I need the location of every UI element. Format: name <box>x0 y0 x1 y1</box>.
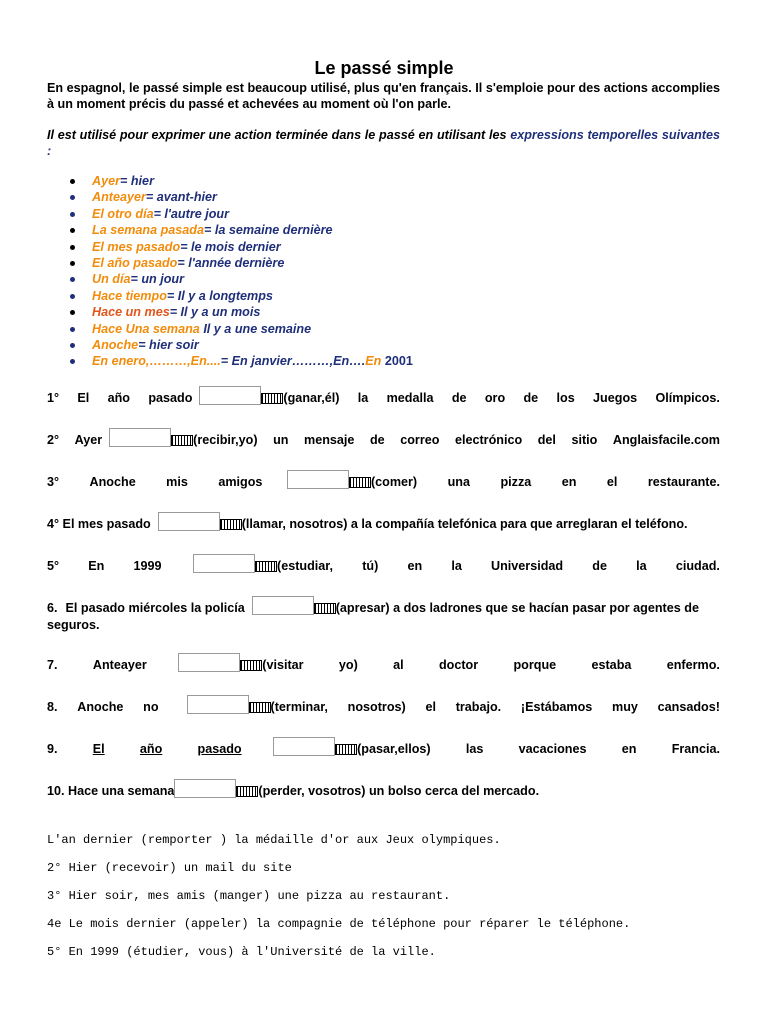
verb-hint: (comer) <box>370 475 418 489</box>
exercise-word: oro <box>484 391 506 405</box>
answer-group <box>133 554 333 575</box>
expression-fr: = En janvier………,En…. <box>220 354 366 369</box>
list-item <box>70 271 413 287</box>
exercise-word: año <box>107 391 130 405</box>
answer-input[interactable] <box>252 596 314 615</box>
exercise-word: en <box>407 559 423 573</box>
bullet-icon <box>70 245 75 250</box>
keyboard-icon[interactable] <box>335 744 357 755</box>
exercise-word: electrónico <box>454 433 523 447</box>
exercise-word: porque <box>513 658 557 672</box>
answer-input[interactable] <box>178 653 240 672</box>
expression-year: 2001 <box>381 354 413 369</box>
exercise-word: 1999 <box>133 559 162 573</box>
verb-hint: (perder, vosotros) un bolso cerca del mercado. <box>258 784 540 798</box>
expression-es: En <box>365 354 382 369</box>
exercise-word: yo) <box>338 658 358 672</box>
exercise-word: de <box>592 559 607 573</box>
exercise-10 <box>47 779 720 800</box>
keyboard-icon[interactable] <box>240 660 262 671</box>
exercise-word: muy <box>612 700 638 714</box>
expression-es: Anteayer <box>92 190 146 205</box>
exercise-word: año <box>139 742 163 756</box>
expression-es: Hace un mes <box>92 305 170 320</box>
answer-input[interactable] <box>158 512 220 531</box>
exercise-number: 9. <box>47 742 58 756</box>
exercise-3 <box>47 470 720 491</box>
exercise-word: 4° El mes pasado <box>47 517 151 531</box>
answer-group <box>75 428 258 449</box>
expression-es: Un día <box>92 272 131 287</box>
exercise-number: 7. <box>47 658 58 672</box>
bullet-icon <box>70 294 75 299</box>
expression-fr: = hier soir <box>138 337 199 352</box>
bullet-icon <box>70 212 75 217</box>
list-item <box>70 337 413 353</box>
bullet-icon <box>70 310 75 315</box>
exercise-word: cansados! <box>657 700 720 714</box>
answer-input[interactable] <box>193 554 255 573</box>
exercise-word: Universidad <box>491 559 564 573</box>
expression-es: Hace Una semana <box>92 321 204 336</box>
exercise-word: El <box>92 742 105 756</box>
french-line: 5° En 1999 (étudier, vous) à l'Université de la ville. <box>47 945 436 959</box>
exercise-4 <box>47 512 720 533</box>
expression-fr: = un jour <box>130 272 185 287</box>
exercise-word: pasado <box>197 742 242 756</box>
expression-fr: = l'année dernière <box>177 255 285 270</box>
page-title: Le passé simple <box>314 58 454 78</box>
exercise-7 <box>47 653 720 674</box>
exercise-word: estaba <box>591 658 632 672</box>
exercise-word: vacaciones <box>518 742 587 756</box>
exercise-word: pizza <box>500 475 532 489</box>
exercise-word: pasado <box>148 391 193 405</box>
exercise-word: no <box>143 700 159 714</box>
french-line: 4e Le mois dernier (appeler) la compagnie de téléphone pour réparer le téléphone. <box>47 917 631 931</box>
bullet-icon <box>70 343 75 348</box>
expression-es: Anoche <box>92 337 139 352</box>
exercise-word: el <box>606 475 618 489</box>
answer-input[interactable] <box>109 428 171 447</box>
exercise-word: las <box>465 742 484 756</box>
exercise-word: restaurante. <box>647 475 720 489</box>
exercise-word: de <box>369 433 385 447</box>
list-item <box>70 239 413 255</box>
expression-fr: = la semaine dernière <box>204 223 333 238</box>
expression-es: El año pasado <box>92 255 178 270</box>
answer-group <box>93 653 304 674</box>
verb-hint: (llamar, nosotros) a la compañía telefónica para que arreglaran el teléfono. <box>241 517 688 531</box>
exercise-word: El pasado miércoles la policía <box>65 601 245 615</box>
verb-hint: (pasar,ellos) <box>357 742 431 756</box>
french-line: 2° Hier (recevoir) un mail du site <box>47 861 292 875</box>
intro-paragraph: En espagnol, le passé simple est beaucoup utilisé, plus qu'en français. Il s'emploie pour des actions accomplies à un moment précis du passé et achevées au moment où l'on parle. <box>47 81 720 111</box>
bullet-icon <box>70 228 75 233</box>
exercise-word: el <box>425 700 436 714</box>
bullet-icon <box>70 195 75 200</box>
exercise-number: 1° <box>47 391 60 405</box>
expressions-list <box>70 173 413 370</box>
exercise-6 <box>47 596 720 634</box>
list-item <box>70 222 413 238</box>
expression-fr: = Il y a un mois <box>169 305 261 320</box>
exercise-2 <box>47 428 720 449</box>
verb-hint: (apresar) a dos ladrones que se hacían pasar por agentes de <box>335 601 699 615</box>
list-item <box>70 189 413 205</box>
list-item <box>70 353 413 369</box>
expression-es: Hace tiempo <box>92 288 167 303</box>
answer-group <box>143 695 328 716</box>
list-item <box>70 304 413 320</box>
exercise-word: nosotros) <box>347 700 406 714</box>
exercise-word: medalla <box>386 391 434 405</box>
exercise-word: enfermo. <box>666 658 720 672</box>
exercise-number: 8. <box>47 700 58 714</box>
bullet-icon <box>70 359 75 364</box>
french-line: L'an dernier (remporter ) la médaille d'or aux Jeux olympiques. <box>47 833 501 847</box>
keyboard-icon[interactable] <box>236 786 258 797</box>
answer-input[interactable] <box>174 779 236 798</box>
keyboard-icon[interactable] <box>349 477 371 488</box>
list-item <box>70 321 413 337</box>
exercise-1 <box>47 386 720 407</box>
usage-text: Il est utilisé pour exprimer une action terminée dans le passé en utilisant les <box>47 128 511 142</box>
exercise-number: 5° <box>47 559 60 573</box>
expression-es: Ayer <box>92 174 121 188</box>
exercise-word: los <box>556 391 575 405</box>
verb-hint: (ganar,él) <box>283 391 340 405</box>
bullet-icon <box>70 327 75 332</box>
exercise-word: sitio <box>571 433 598 447</box>
list-item <box>70 173 413 189</box>
bullet-icon <box>70 179 75 184</box>
exercise-continuation: seguros. <box>47 618 100 632</box>
exercise-word: ¡Estábamos <box>520 700 593 714</box>
expression-es: La semana pasada <box>92 223 205 238</box>
bullet-icon <box>70 261 75 266</box>
answer-group <box>47 779 539 800</box>
verb-hint: (terminar, <box>270 700 328 714</box>
exercise-word: la <box>357 391 369 405</box>
exercise-word: Olímpicos. <box>655 391 720 405</box>
exercise-word: En <box>88 559 105 573</box>
expression-es: En enero,………,En.... <box>92 354 221 369</box>
exercise-word: en <box>561 475 577 489</box>
exercise-word: ciudad. <box>675 559 720 573</box>
keyboard-icon[interactable] <box>249 702 271 713</box>
exercise-word: Anoche <box>77 700 124 714</box>
verb-hint: (recibir,yo) <box>193 433 258 447</box>
exercise-word: tú) <box>362 559 379 573</box>
exercise-word: Anoche <box>89 475 136 489</box>
exercise-word: Ayer <box>74 433 103 447</box>
exercise-word: amigos <box>218 475 263 489</box>
exercise-word: en <box>621 742 637 756</box>
exercise-word: doctor <box>438 658 479 672</box>
exercise-number: 2° <box>47 433 60 447</box>
answer-input[interactable] <box>287 470 349 489</box>
expression-fr: = avant-hier <box>145 190 217 205</box>
exercise-word: la <box>636 559 647 573</box>
exercise-word: 10. Hace una semana <box>47 784 175 798</box>
answer-input[interactable] <box>187 695 249 714</box>
answer-group <box>218 470 417 491</box>
exercise-number: 6. <box>47 601 58 615</box>
keyboard-icon[interactable] <box>261 393 283 404</box>
exercise-8 <box>47 695 720 716</box>
keyboard-icon[interactable] <box>314 603 336 614</box>
exercise-word: de <box>523 391 539 405</box>
usage-highlight: expressions temporelles suivantes : <box>47 128 720 158</box>
exercise-word: un <box>273 433 289 447</box>
expression-es: El mes pasado <box>92 239 181 254</box>
exercise-word: Anteayer <box>92 658 147 672</box>
exercise-word: mensaje <box>304 433 355 447</box>
french-line: 3° Hier soir, mes amis (manger) une pizza au restaurant. <box>47 889 451 903</box>
exercise-word: Anglaisfacile.com <box>612 433 720 447</box>
expression-fr: Il y a une semaine <box>203 321 312 336</box>
exercise-word: Juegos <box>593 391 638 405</box>
answer-group <box>148 386 339 407</box>
exercise-word: correo <box>400 433 440 447</box>
expression-es: El otro día <box>92 206 154 221</box>
list-item <box>70 206 413 222</box>
exercise-word: del <box>537 433 556 447</box>
expression-fr: = Il y a longtemps <box>166 288 273 303</box>
exercise-word: al <box>393 658 404 672</box>
list-item <box>70 288 413 304</box>
expression-fr: = hier <box>120 174 154 188</box>
exercise-5 <box>47 554 720 575</box>
answer-input[interactable] <box>199 386 261 405</box>
expression-fr: = l'autre jour <box>153 206 230 221</box>
answer-group <box>66 596 699 617</box>
exercise-word: la <box>451 559 462 573</box>
exercise-word: trabajo. <box>455 700 502 714</box>
answer-input[interactable] <box>273 737 335 756</box>
keyboard-icon[interactable] <box>220 519 242 530</box>
exercise-9 <box>47 737 720 758</box>
exercise-word: Francia. <box>671 742 720 756</box>
exercise-number: 3° <box>47 475 60 489</box>
expression-fr: = le mois dernier <box>180 239 281 254</box>
exercise-word: de <box>451 391 467 405</box>
exercise-word: El <box>77 391 90 405</box>
answer-group <box>47 512 688 533</box>
exercise-word: mis <box>166 475 188 489</box>
keyboard-icon[interactable] <box>255 561 277 572</box>
list-item <box>70 255 413 271</box>
bullet-icon <box>70 277 75 282</box>
verb-hint: (estudiar, <box>277 559 334 573</box>
exercise-word: una <box>447 475 470 489</box>
verb-hint: (visitar <box>262 658 304 672</box>
answer-group <box>198 737 431 758</box>
usage-paragraph <box>47 127 720 159</box>
keyboard-icon[interactable] <box>171 435 193 446</box>
